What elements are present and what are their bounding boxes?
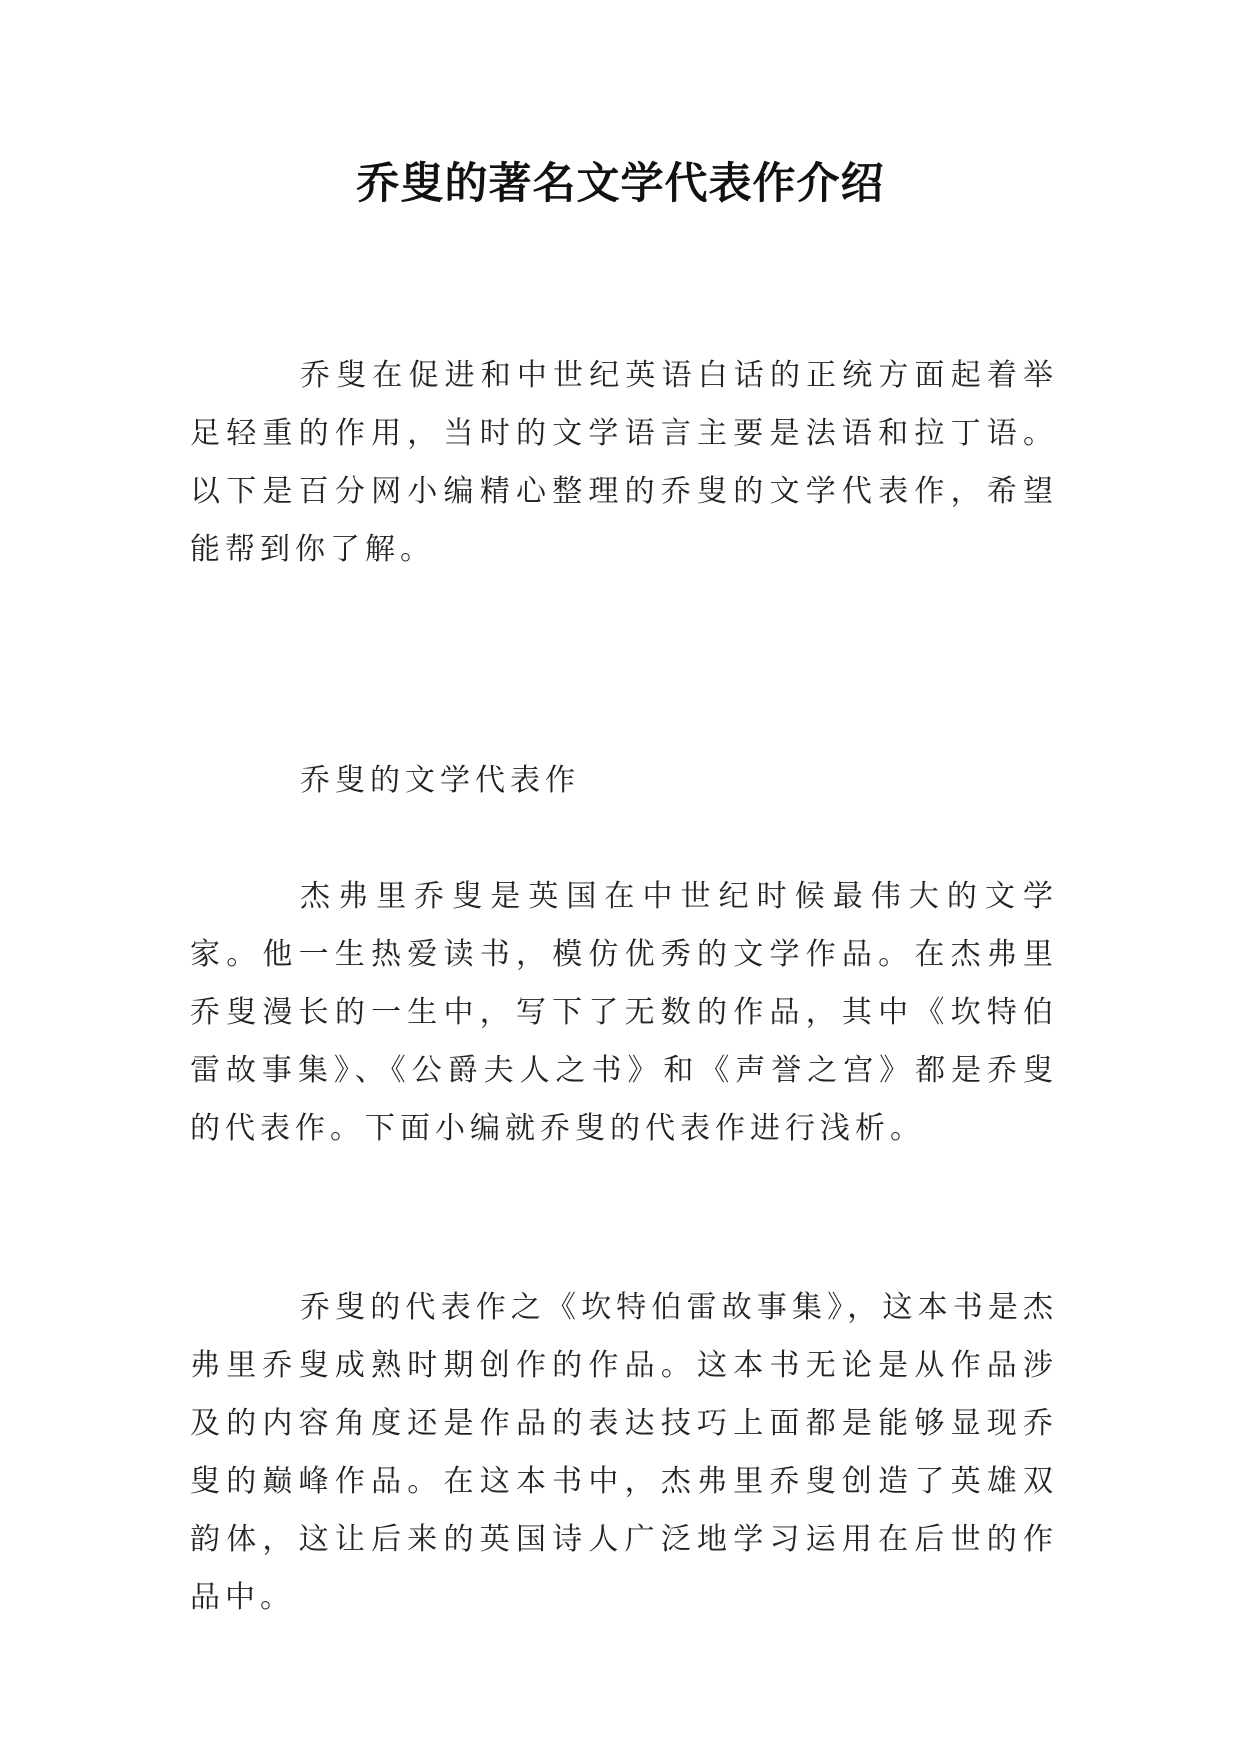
body-paragraph-overview: 杰弗里乔叟是英国在中世纪时候最伟大的文学家。他一生热爱读书，模仿优秀的文学作品。在杰弗里乔叟漫长的一生中，写下了无数的作品，其中《坎特伯雷故事集》、《公爵夫人之书》和《声誉之宫》都是乔叟的代表作。下面小编就乔叟的代表作进行浅析。 xyxy=(190,879,1058,1146)
page-title: 乔叟的著名文学代表作介绍 xyxy=(356,159,885,209)
section-heading: 乔叟的文学代表作 xyxy=(300,763,580,798)
body-paragraph-canterbury: 乔叟的代表作之《坎特伯雷故事集》，这本书是杰弗里乔叟成熟时期创作的作品。这本书无论是从作品涉及的内容角度还是作品的表达技巧上面都是能够显现乔叟的巅峰作品。在这本书中，杰弗里乔叟创造了英雄双韵体，这让后来的英国诗人广泛地学习运用在后世的作品中。 xyxy=(190,1290,1058,1615)
intro-paragraph: 乔叟在促进和中世纪英语白话的正统方面起着举足轻重的作用，当时的文学语言主要是法语和拉丁语。以下是百分网小编精心整理的乔叟的文学代表作，希望能帮到你了解。 xyxy=(190,358,1058,567)
